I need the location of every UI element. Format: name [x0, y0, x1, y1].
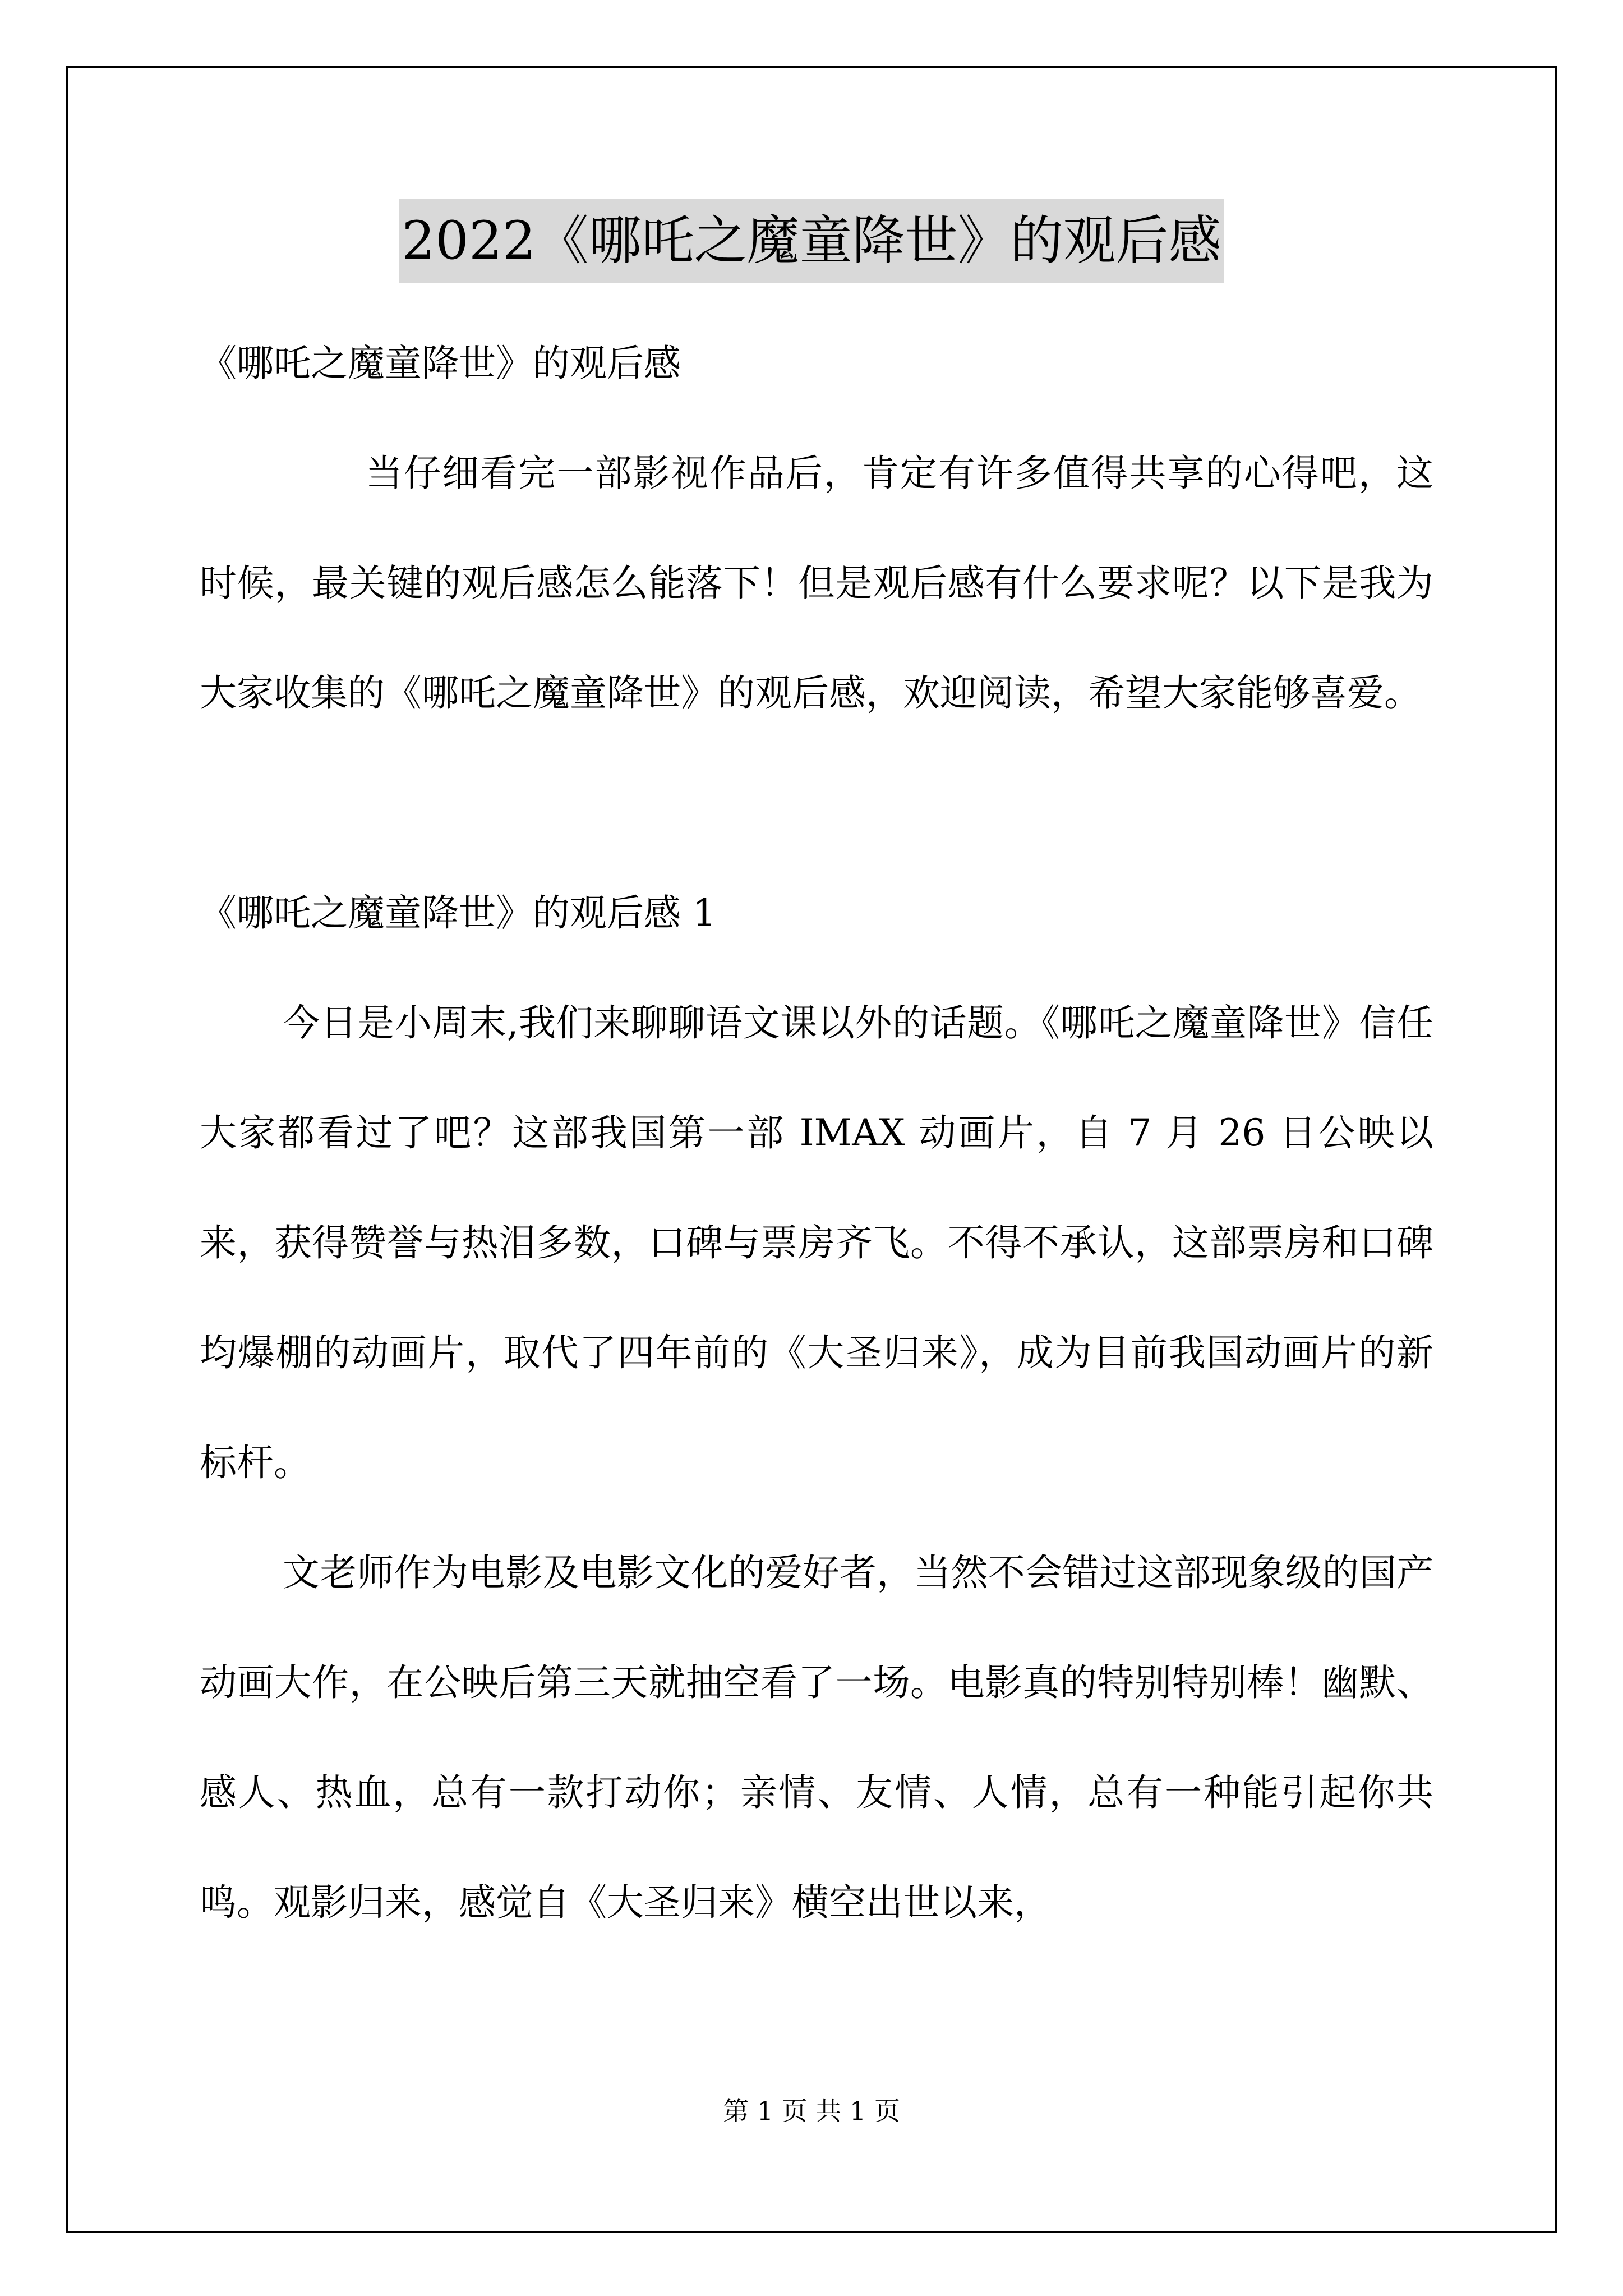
paragraph-gap: [200, 748, 1433, 858]
document-title: 2022《哪吒之魔童降世》的观后感: [399, 199, 1223, 283]
subtitle: 《哪吒之魔童降世》的观后感: [200, 342, 681, 385]
body-paragraph-2: 文老师作为电影及电影文化的爱好者，当然不会错过这部现象级的国产动画大作，在公映后第三天就抽空看了一场。电影真的特别特别棒！幽默、感人、热血，总有一款打动你；亲情、友情、人情，总有一种能引起你共鸣。观影归来，感觉自《大圣归来》横空出世以来，: [200, 1551, 1433, 1924]
page-footer: 第 1 页 共 1 页: [723, 2096, 900, 2126]
document-body: [200, 309, 1433, 1958]
body-paragraph-1: 今日是小周末,我们来聊聊语文课以外的话题。《哪吒之魔童降世》信任大家都看过了吧？这部我国第一部 IMAX 动画片，自 7 月 26 日公映以来，获得赞誉与热泪多数，口碑与票房齐飞。不得不承认，这部票房和口碑均爆棚的动画片，取代了四年前的《大圣归来》，成为目前我国动画片的新标杆。: [200, 1001, 1433, 1484]
intro-paragraph: 当仔细看完一部影视作品后，肯定有许多值得共享的心得吧，这时候，最关键的观后感怎么能落下！但是观后感有什么要求呢？以下是我为大家收集的《哪吒之魔童降世》的观后感，欢迎阅读，希望大家能够喜爱。: [200, 452, 1433, 715]
title-container: [0, 199, 1623, 283]
section-heading: 《哪吒之魔童降世》的观后感 1: [200, 891, 716, 935]
